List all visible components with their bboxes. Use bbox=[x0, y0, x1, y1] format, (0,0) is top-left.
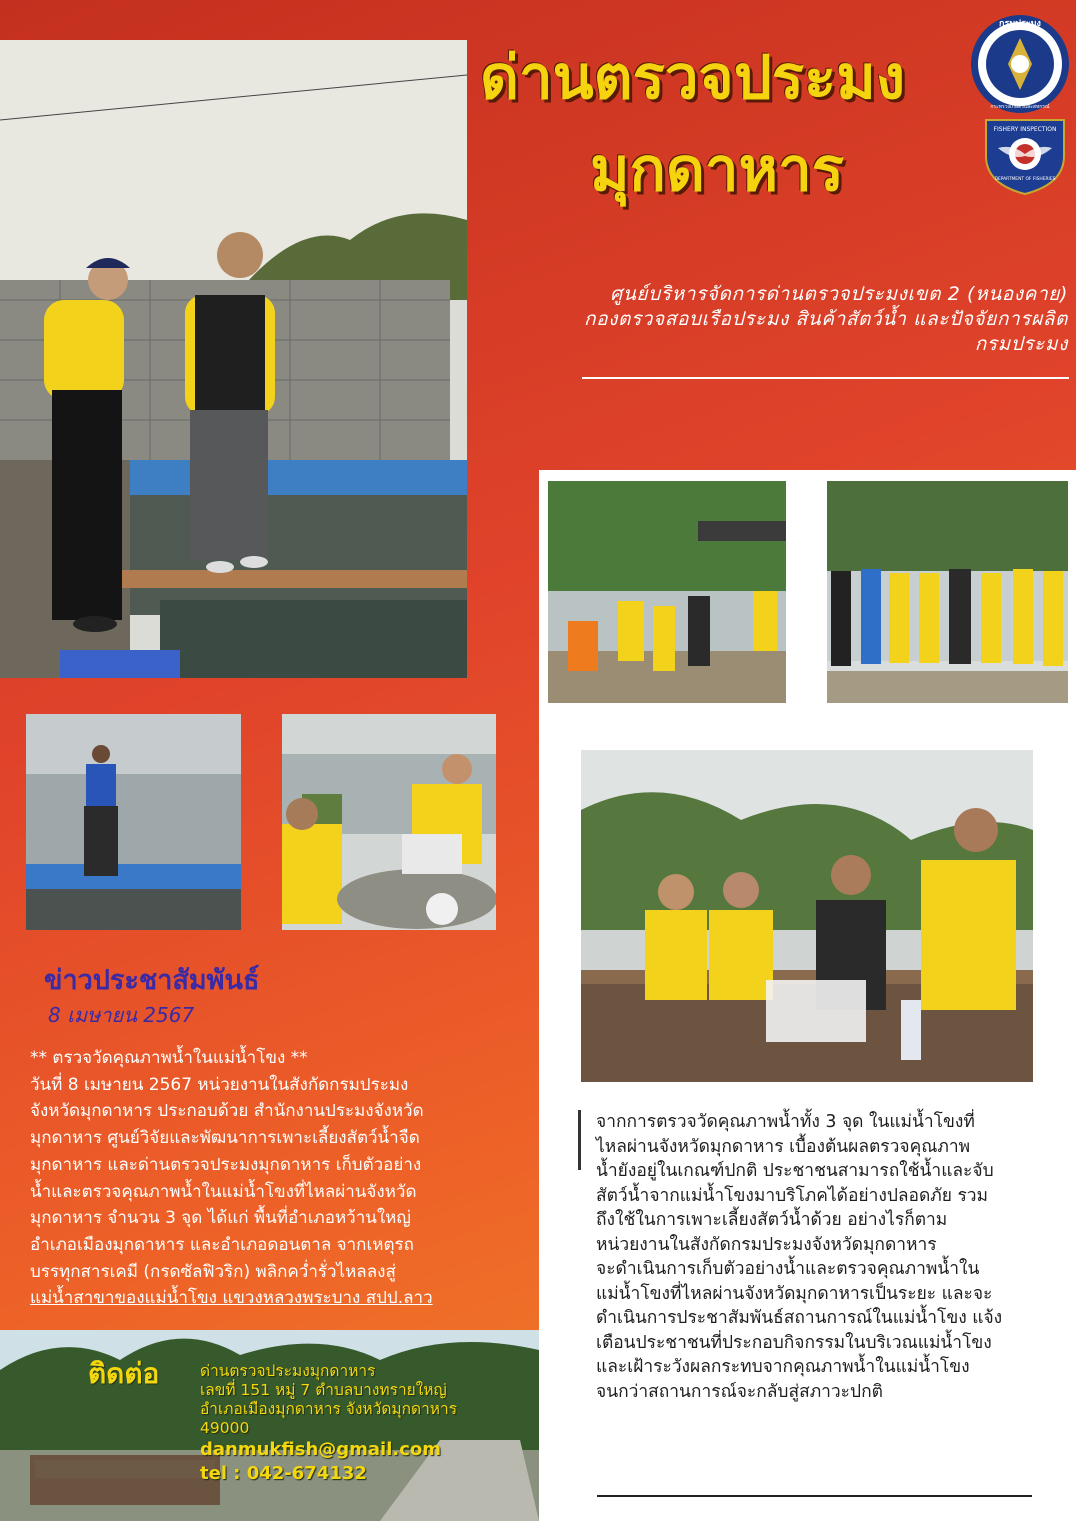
department-seal-logo bbox=[970, 14, 1070, 114]
badge-top-text: FISHERY INSPECTION bbox=[993, 126, 1057, 133]
fish-cage-photo bbox=[0, 40, 467, 678]
contact-org: ด่านตรวจประมงมุกดาหาร bbox=[200, 1362, 376, 1380]
news-line: วันที่ 8 เมษายน 2567 หน่วยงานในสังกัดกรมประมง bbox=[30, 1074, 409, 1095]
report-accent-bar bbox=[578, 1110, 581, 1170]
report-line: สัตว์น้ำจากแม่น้ำโขงมาบริโภคได้อย่างปลอดภัย รวม bbox=[596, 1185, 989, 1206]
seal-bottom-text: กระทรวงเกษตรและสหกรณ์ bbox=[990, 104, 1050, 110]
subtitle-line1: ศูนย์บริหารจัดการด่านตรวจประมงเขต 2 (หนองคาย) bbox=[610, 283, 1068, 305]
water-testing-at-table-photo bbox=[282, 714, 496, 930]
report-line: ไหลผ่านจังหวัดมุกดาหาร เบื้องต้นผลตรวจคุณภาพ bbox=[596, 1136, 971, 1157]
page-title-line1: ด่านตรวจประมง bbox=[480, 43, 906, 113]
news-line: มุกดาหาร ศูนย์วิจัยและพัฒนาการเพาะเลี้ยงสัตว์น้ำจืด bbox=[30, 1128, 420, 1149]
report-text bbox=[596, 1110, 1036, 1404]
water-sampling-from-cage-photo bbox=[26, 714, 241, 930]
news-line: มุกดาหาร จำนวน 3 จุด ได้แก่ พื้นที่อำเภอหว้านใหญ่ bbox=[30, 1208, 411, 1229]
news-line: จังหวัดมุกดาหาร ประกอบด้วย สำนักงานประมงจังหวัด bbox=[30, 1101, 424, 1122]
news-line: มุกดาหาร และด่านตรวจประมงมุกดาหาร เก็บตัวอย่าง bbox=[30, 1154, 422, 1175]
seal-top-text: กรมประมง bbox=[999, 19, 1041, 29]
report-line: จากการตรวจวัดคุณภาพน้ำทั้ง 3 จุด ในแม่น้ำโขงที่ bbox=[596, 1112, 975, 1132]
fishery-inspection-badge-logo bbox=[982, 116, 1068, 196]
page-title-line2: มุกดาหาร bbox=[590, 135, 845, 205]
report-line: จะดำเนินการเก็บตัวอย่างน้ำและตรวจคุณภาพน้ำใน bbox=[596, 1259, 980, 1279]
report-line: ดำเนินการประชาสัมพันธ์สถานการณ์ในแม่น้ำโขง แจ้ง bbox=[596, 1308, 1003, 1328]
officers-testing-water-photo bbox=[581, 750, 1033, 1082]
report-line: ถึงใช้ในการเพาะเลี้ยงสัตว์น้ำด้วย อย่างไรก็ตาม bbox=[596, 1210, 948, 1230]
subtitle-line2: กองตรวจสอบเรือประมง สินค้าสัตว์น้ำ และปัจจัยการผลิต bbox=[584, 308, 1068, 330]
news-line: อำเภอเมืองมุกดาหาร และอำเภอดอนตาล จากเหตุรถ bbox=[30, 1234, 414, 1255]
news-line: ** ตรวจวัดคุณภาพน้ำในแม่น้ำโขง ** bbox=[30, 1048, 308, 1068]
news-date: 8 เมษายน 2567 bbox=[48, 1003, 195, 1027]
news-line: บรรทุกสารเคมี (กรดซัลฟิวริก) พลิกคว่ำรั่วไหลลงสู่ bbox=[30, 1261, 396, 1282]
contact-email[interactable]: danmukfish@gmail.com bbox=[200, 1439, 442, 1460]
report-line: จนกว่าสถานการณ์จะกลับสู่สภาวะปกติ bbox=[596, 1381, 883, 1402]
report-line: เตือนประชาชนที่ประกอบกิจกรรมในบริเวณแม่น้ำโขง bbox=[596, 1332, 992, 1353]
contact-address2: อำเภอเมืองมุกดาหาร จังหวัดมุกดาหาร bbox=[200, 1400, 458, 1418]
contact-info bbox=[200, 1362, 457, 1486]
news-line: แม่น้ำสาขาของแม่น้ำโขง แขวงหลวงพระบาง สปป.ลาว bbox=[30, 1288, 433, 1309]
team-at-riverside-hut-photo bbox=[548, 481, 786, 703]
contact-label: ติดต่อ bbox=[88, 1357, 160, 1390]
organization-subtitle bbox=[448, 282, 1068, 357]
news-line: น้ำและตรวจคุณภาพน้ำในแม่น้ำโขงที่ไหลผ่านจังหวัด bbox=[30, 1181, 417, 1202]
contact-postcode: 49000 bbox=[200, 1419, 250, 1437]
badge-bottom-text: DEPARTMENT OF FISHERIES bbox=[994, 177, 1056, 182]
contact-tel[interactable]: tel : 042-674132 bbox=[200, 1463, 367, 1484]
team-group-photo bbox=[827, 481, 1068, 703]
report-bottom-divider bbox=[597, 1495, 1032, 1497]
report-line: หน่วยงานในสังกัดกรมประมงจังหวัดมุกดาหาร bbox=[596, 1234, 937, 1255]
subtitle-line3: กรมประมง bbox=[974, 333, 1068, 355]
report-line: และเฝ้าระวังผลกระทบจากคุณภาพน้ำในแม่น้ำโขง bbox=[596, 1357, 970, 1377]
report-line: แม่น้ำโขงที่ไหลผ่านจังหวัดมุกดาหารเป็นระยะ และจะ bbox=[596, 1283, 993, 1304]
news-body bbox=[30, 1045, 496, 1312]
report-line: น้ำยังอยู่ในเกณฑ์ปกติ ประชาชนสามารถใช้น้ำและจับ bbox=[596, 1161, 994, 1181]
news-heading: ข่าวประชาสัมพันธ์ bbox=[44, 965, 260, 996]
contact-address1: เลขที่ 151 หมู่ 7 ตำบลบางทรายใหญ่ bbox=[200, 1381, 447, 1399]
subtitle-divider bbox=[582, 377, 1069, 379]
